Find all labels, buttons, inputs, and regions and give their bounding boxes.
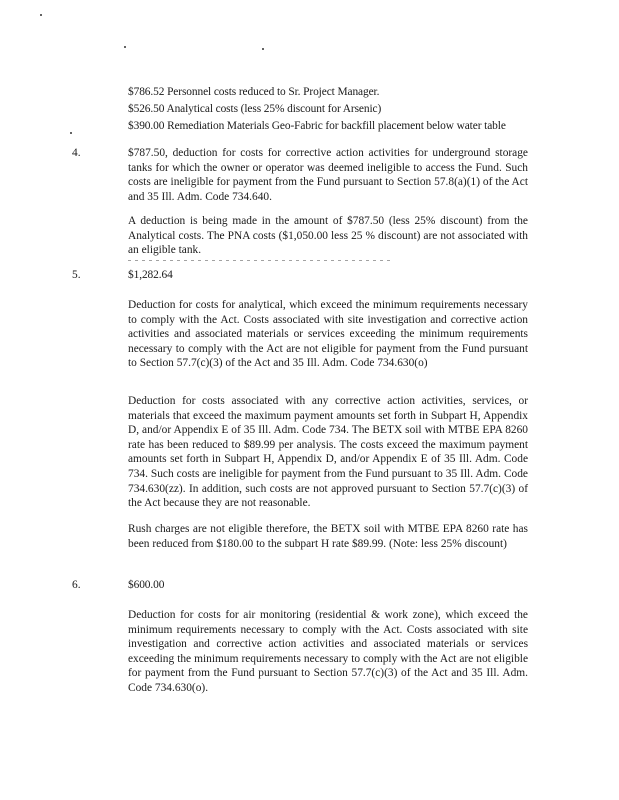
scan-artifact (128, 260, 390, 261)
item-number: 4. (72, 147, 81, 159)
item-paragraph: $787.50, deduction for costs for corrective action activities for underground storage tanks for which the owner or operator was deemed ineligible to access the Fund. Such costs are ineligible for payment from the Fund pursuant to Section 57.8(a)(1) of the Act and 35 Ill. Adm. Code 734.640. (128, 147, 528, 203)
item-paragraph: Deduction for costs associated with any corrective action activities, services, or materials that exceed the maximum payment amounts set forth in Subpart H, Appendix D, and/or Appendix E of 35 Ill. Adm. Code 734. The BETX soil with MTBE EPA 8260 rate has been reduced to $89.99 per analysis. The costs exceed the maximum payment amounts set forth in Subpart H, Appendix D, and/or Appendix E of 35 Ill. Adm. Code 734. Such costs are ineligible for payment from the Fund pursuant to 35 Ill. Adm. Code 734.630(zz). In addition, such costs are not approved pursuant to Section 57.7(c)(3) of the Act because they are not reasonable. (128, 395, 528, 510)
cost-line: $786.52 Personnel costs reduced to Sr. Project Manager. (128, 86, 380, 98)
item-number: 6. (72, 579, 81, 591)
item-number: 5. (72, 269, 81, 281)
item-paragraph: Rush charges are not eligible therefore, the BETX soil with MTBE EPA 8260 rate has been reduced from $180.00 to the subpart H rate $89.99. (Note: less 25% discount) (128, 523, 528, 550)
scan-speck (124, 46, 126, 48)
item-paragraph: A deduction is being made in the amount of $787.50 (less 25% discount) from the Analytical costs. The PNA costs ($1,050.00 less 25 % discount) are not associated with an eligible tank. (128, 215, 528, 257)
item-amount: $1,282.64 (128, 269, 173, 281)
cost-line: $526.50 Analytical costs (less 25% discount for Arsenic) (128, 103, 382, 115)
item-paragraph: Deduction for costs for analytical, which exceed the minimum requirements necessary to comply with the Act. Costs associated with site investigation and corrective action activities and associated materials or services exceeding the minimum requirements necessary to comply with the Act are not eligible for payment from the Fund pursuant to Section 57.7(c)(3) of the Act and 35 Ill. Adm. Code 734.630(o) (128, 299, 528, 370)
scan-speck (262, 48, 264, 50)
item-paragraph: Deduction for costs for air monitoring (residential & work zone), which exceed the minimum requirements necessary to comply with the Act. Costs associated with site investigation and corrective action activities and associated materials or services exceeding the minimum requirements necessary to comply with the Act are not eligible for payment from the Fund pursuant to Section 57.7(c)(3) of the Act and 35 Ill. Adm. Code 734.630(o). (128, 609, 528, 694)
cost-line: $390.00 Remediation Materials Geo-Fabric for backfill placement below water table (128, 120, 506, 132)
item-amount: $600.00 (128, 579, 165, 591)
scan-speck (40, 14, 42, 16)
scan-speck (70, 132, 72, 134)
